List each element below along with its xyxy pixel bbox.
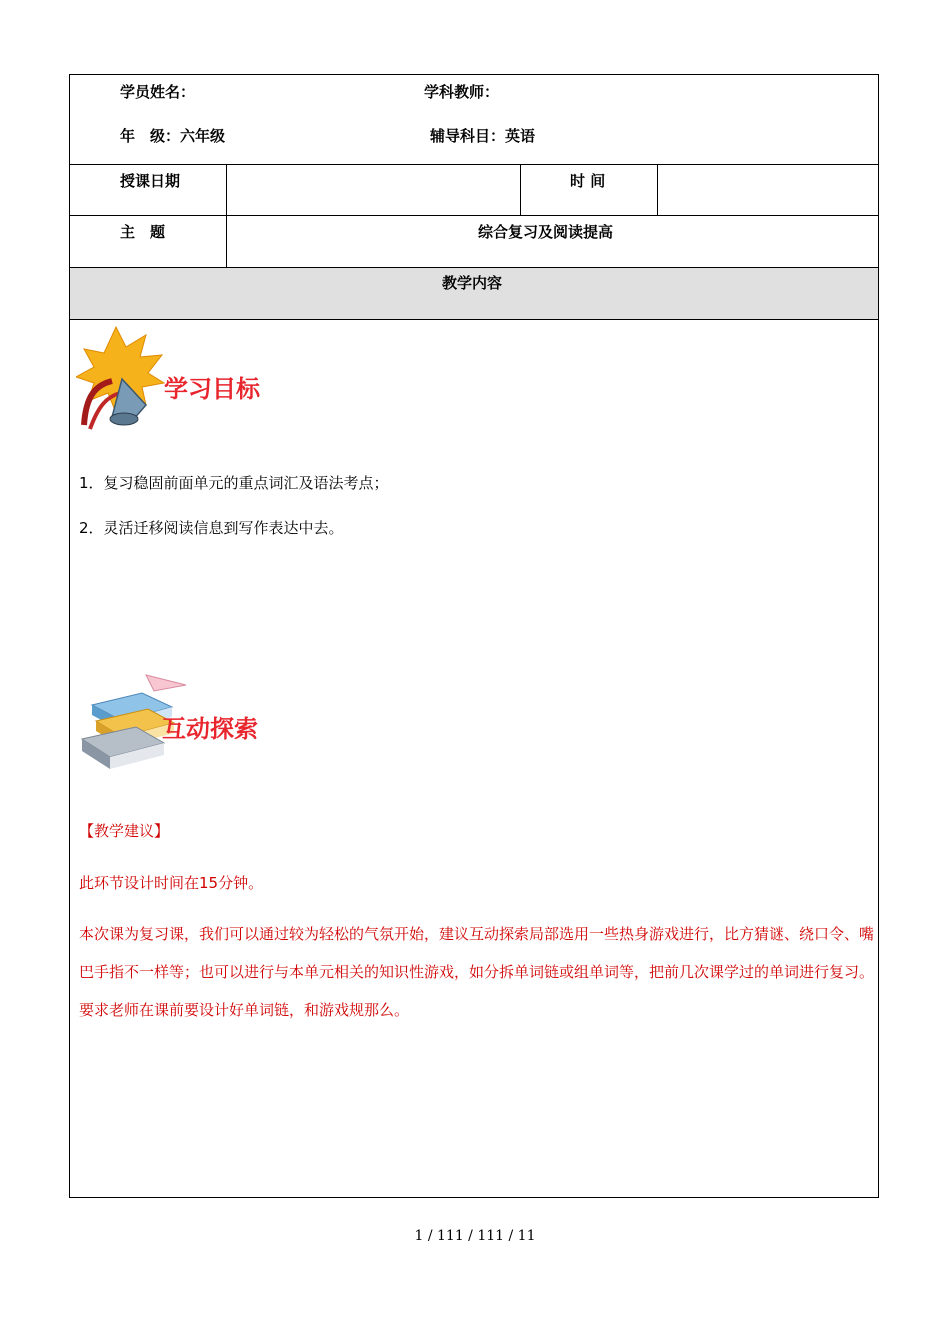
topic-value: 综合复习及阅读提高 [478, 223, 614, 241]
row-divider [70, 215, 878, 216]
student-name-label: 学员姓名： [120, 83, 196, 101]
objective-item: 1．复习稳固前面单元的重点词汇及语法考点； [79, 474, 389, 492]
content-label: 教学内容 [442, 274, 503, 292]
explore-banner-text: 互动探索 [162, 715, 258, 743]
column-divider [520, 164, 521, 215]
suggestion-title: 【教学建议】 [79, 822, 170, 840]
explore-banner [78, 671, 288, 781]
objectives-banner [76, 325, 286, 433]
row-divider [70, 164, 878, 165]
topic-label: 主 题 [120, 223, 166, 241]
column-divider [657, 164, 658, 215]
page-number: 1 / 111 / 111 / 11 [414, 1228, 536, 1244]
row-divider [70, 319, 878, 320]
objective-item: 2．灵活迁移阅读信息到写作表达中去。 [79, 519, 344, 537]
suggestion-paragraph: 本次课为复习课，我们可以通过较为轻松的气氛开始，建议互动探索局部选用一些热身游戏进行，比方猜谜、绕口令、嘴巴手指不一样等；也可以进行与本单元相关的知识性游戏，如分拆单词链或组单词等，把前几次课学过的单词进行复习。要求老师在课前要设计好单词链，和游戏规那么。 [79, 925, 875, 1019]
time-note: 此环节设计时间在15分钟。 [79, 874, 264, 892]
subject-label: 辅导科目：英语 [430, 127, 536, 145]
date-label: 授课日期 [120, 172, 181, 190]
teacher-label: 学科教师： [424, 83, 500, 101]
grade-label: 年 级：六年级 [120, 127, 226, 145]
lesson-plan-table [69, 74, 879, 1198]
time-label: 时 间 [570, 172, 606, 190]
objectives-banner-text: 学习目标 [164, 375, 260, 403]
